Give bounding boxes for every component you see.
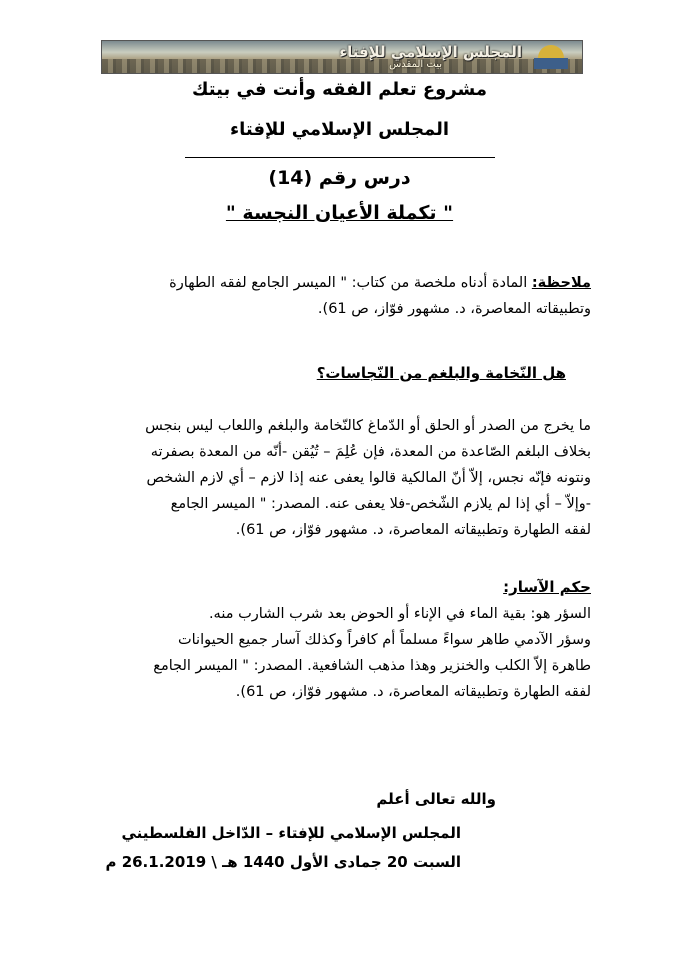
- city-skyline-image: [102, 59, 582, 73]
- project-title: مشروع تعلم الفقه وأنت في بيتك: [192, 79, 487, 100]
- section1-line: لفقه الطهارة وتطبيقاته المعاصرة، د. مشهور فوّاز، ص 61).: [235, 522, 591, 538]
- dome-base-icon: [534, 58, 568, 69]
- banner-title: المجلس الإسلامي للإفتاء: [339, 43, 522, 61]
- footer-council: المجلس الإسلامي للإفتاء – الدّاخل الفلسطيني: [121, 824, 461, 842]
- lesson-number: درس رقم (14): [268, 167, 411, 189]
- footer-date: السبت 20 جمادى الأول 1440 هـ \ 26.1.2019 م: [105, 853, 461, 871]
- section2-line: طاهرة إلاّ الكلب والخنزير وهذا مذهب الشافعية. المصدر: " الميسر الجامع: [153, 658, 591, 674]
- council-title: المجلس الإسلامي للإفتاء: [229, 119, 450, 140]
- section1-paragraph: [81, 413, 591, 543]
- note-line-1: [81, 270, 591, 296]
- section1-line: -وإلاّ – أي إذا لم يلازم الشّخص-فلا يعفى عنه. المصدر: " الميسر الجامع: [170, 496, 591, 512]
- note-label: ملاحظة:: [531, 275, 591, 291]
- section2-heading: حكم الآسار:: [503, 578, 591, 596]
- header-banner: [101, 40, 583, 74]
- note-paragraph: [81, 270, 591, 322]
- banner-subtitle: بيت المقدس: [389, 59, 442, 70]
- note-line-2: وتطبيقاته المعاصرة، د. مشهور فوّاز، ص 61).: [317, 301, 591, 317]
- dome-of-rock-icon: [538, 45, 564, 59]
- section2-line: لفقه الطهارة وتطبيقاته المعاصرة، د. مشهور فوّاز، ص 61).: [235, 684, 591, 700]
- section1-line: ما يخرج من الصدر أو الحلق أو الدّماغ كالنّخامة والبلغم واللعاب ليس بنجس: [145, 418, 591, 434]
- section2-line: وسؤر الآدمي طاهر سواءً مسلماً أم كافراً وكذلك آسار جميع الحيوانات: [177, 632, 591, 648]
- divider: [185, 157, 495, 158]
- lesson-title: " تكملة الأعيان النجسة ": [225, 202, 454, 224]
- section2-paragraph: [81, 601, 591, 705]
- section1-line: ونتونه فإنّه نجس، إلاّ أنّ المالكية قالوا يعفى عنه إذا لازم – أي لازم الشخص: [146, 470, 591, 486]
- section1-heading: هل النّخامة والبلغم من النّجاسات؟: [316, 364, 566, 382]
- section1-line: بخلاف البلغم الصّاعدة من المعدة، فإن عُلِمَ – تُيُقن -أنّه من المعدة بصفرته: [150, 444, 591, 460]
- note-text-1: المادة أدناه ملخصة من كتاب: " الميسر الجامع لفقه الطهارة: [169, 275, 528, 291]
- section2-line: السؤر هو: بقية الماء في الإناء أو الحوض بعد شرب الشارب منه.: [208, 606, 591, 622]
- closing-phrase: والله تعالى أعلم: [376, 790, 496, 808]
